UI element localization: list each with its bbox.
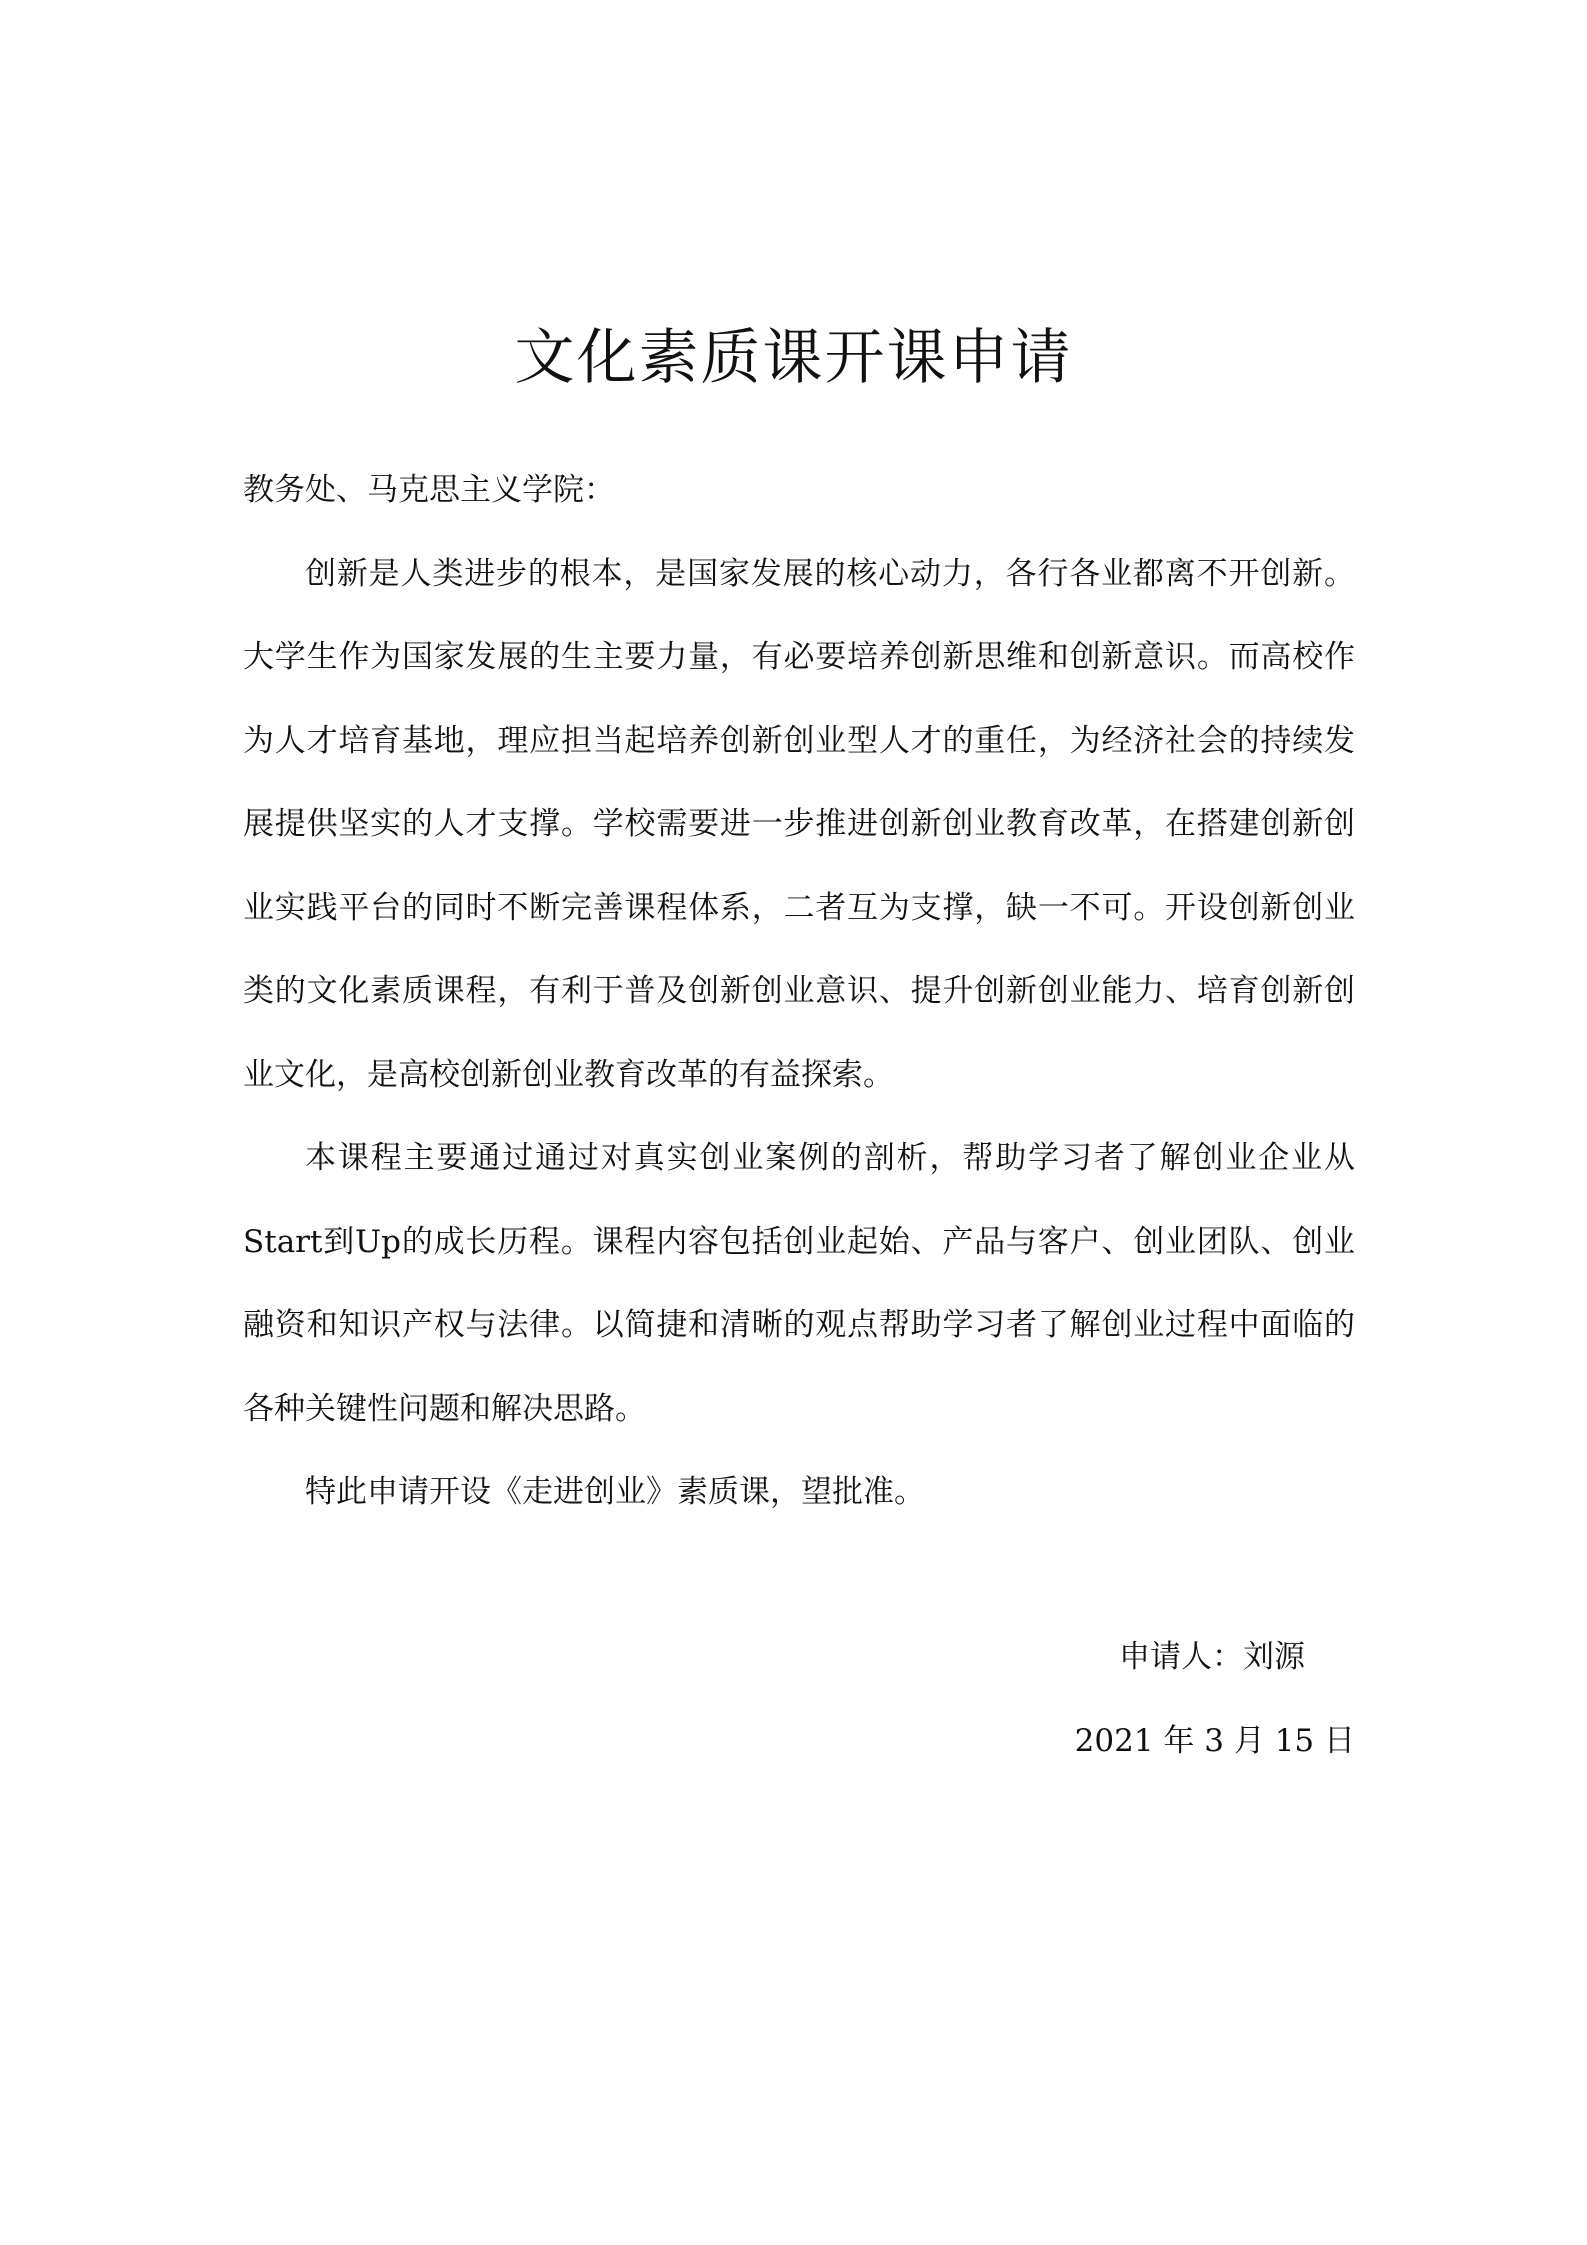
signature-date: 2021 年 3 月 15 日	[1074, 1723, 1355, 1759]
paragraph-background: 创新是人类进步的根本，是国家发展的核心动力，各行各业都离不开创新。大学生作为国家发展的生主要力量，有必要培养创新思维和创新意识。而高校作为人才培育基地，理应担当起培养创新创业型人才的重任，为经济社会的持续发展提供坚实的人才支撑。学校需要进一步推进创新创业教育改革，在搭建创新创业实践平台的同时不断完善课程体系，二者互为支撑，缺一不可。开设创新创业类的文化素质课程，有利于普及创新创业意识、提升创新创业能力、培育创新创业文化，是高校创新创业教育改革的有益探索。	[243, 555, 1355, 1093]
signature-applicant: 申请人：刘源	[1119, 1639, 1305, 1675]
salutation: 教务处、马克思主义学院：	[243, 472, 615, 508]
paragraph-request: 特此申请开设《走进创业》素质课，望批准。	[305, 1474, 925, 1510]
paragraph-course-content: 本课程主要通过通过对真实创业案例的剖析，帮助学习者了解创业企业从Start到Up的成长历程。课程内容包括创业起始、产品与客户、创业团队、创业融资和知识产权与法律。以简捷和清晰的观点帮助学习者了解创业过程中面临的各种关键性问题和解决思路。	[243, 1140, 1355, 1427]
document-title: 文化素质课开课申请	[514, 323, 1073, 394]
document-body	[243, 449, 1355, 1535]
